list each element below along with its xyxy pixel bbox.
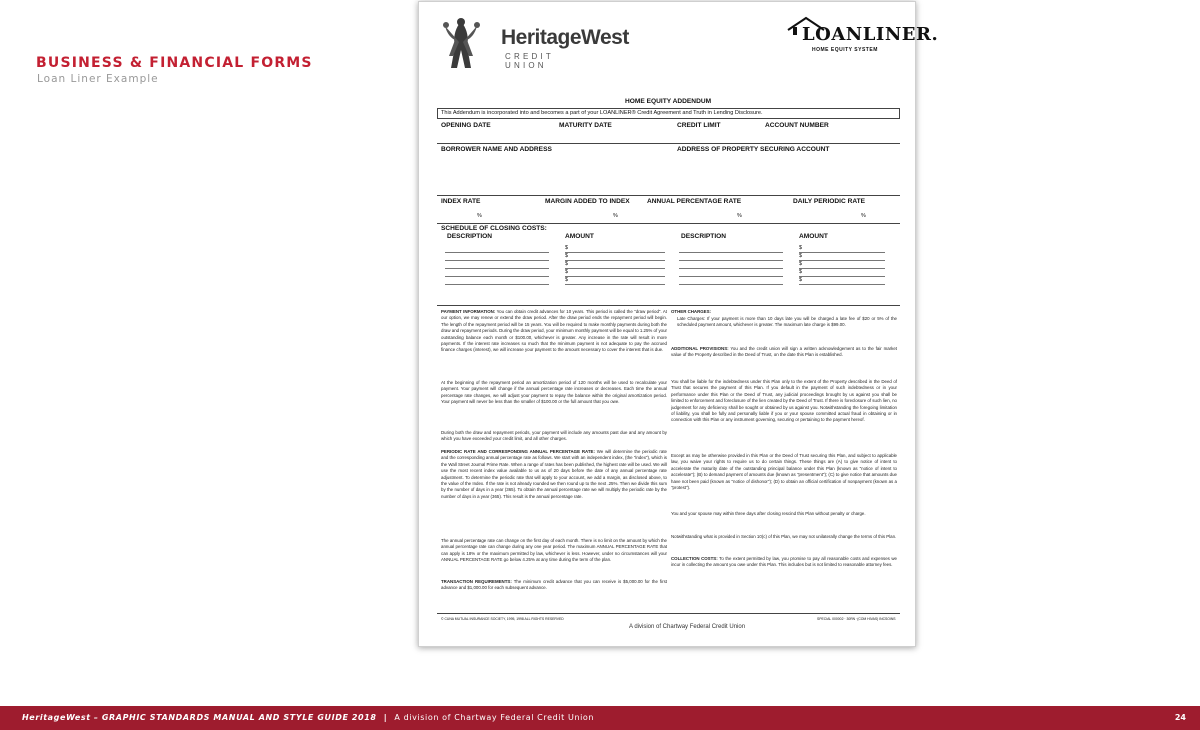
annual-rate-paragraph: The annual percentage rate can change on the first day of each month. There is no limit on the amount by which the annual percentage rate can change during any one year period. The maximum ANNUAL PERCENTAGE RATE that can apply is 18% or the maximum permitted by law, whichever is less. However, under no circumstances will your ANNUAL PERCENTAGE RATE go below 4.25% at any time during the term of the plan.	[441, 538, 667, 563]
dollar-sign: $	[799, 245, 802, 251]
other-charges-head: OTHER CHARGES:	[671, 309, 712, 314]
label-margin: MARGIN ADDED TO INDEX	[545, 198, 630, 205]
division-text: A division of Chartway Federal Credit Union	[629, 624, 746, 630]
divider	[437, 223, 900, 224]
col-amount-2: AMOUNT	[799, 233, 828, 240]
collection-costs-paragraph: COLLECTION COSTS: To the extent permitted by law, you promise to pay all reasonable costs and expenses we incur in collecting the amount you owe under this Plan. This includes but is not limited to reasonable attorney fees.	[671, 556, 897, 568]
label-borrower: BORROWER NAME AND ADDRESS	[441, 146, 552, 153]
liability-paragraph: You shall be liable for the indebtedness under this Plan only to the extent of the Property described in the Deed of Trust that secures the payment of this Plan. If you default in the payment of such indebtedness or in your performance under this Plan or the Deed of Trust, any judicial proceedings brought by us against you shall be limited to enforcement and foreclosure of the lien created by the Deed of Trust. If there is foreclosure of such lien, no judgement for any deficiency shall be sought or obtained by us against you. Notwithstanding the foregoing limitation of liability, you shall be fully and personally liable if you or your spouse committed actual fraud in obtaining or in connection with this Plan or any instrument governing, securing or pertaining to the payment hereof.	[671, 379, 897, 423]
col-amount-1: AMOUNT	[565, 233, 594, 240]
heritage-west-logo	[437, 16, 629, 72]
label-opening-date: OPENING DATE	[441, 122, 491, 129]
page-number: 24	[1174, 713, 1186, 722]
percent-sign: %	[737, 213, 742, 219]
rescind-paragraph: You and your spouse may within three days after closing rescind this Plan without penalty or charge.	[671, 511, 866, 516]
dollar-sign: $	[565, 261, 568, 267]
during-paragraph: During both the draw and repayment periods, your payment will include any amounts past due and any amount by which you have exceeded your credit limit, and all other charges.	[441, 430, 667, 442]
dollar-sign: $	[799, 261, 802, 267]
label-credit-limit: CREDIT LIMIT	[677, 122, 721, 129]
addendum-text: This Addendum is incorporated into and becomes a part of your LOANLINER® Credit Agreement and Truth in Lending Disclosure.	[441, 110, 763, 116]
loan-document	[418, 1, 939, 647]
additional-provisions-paragraph: ADDITIONAL PROVISIONS: You and the credit union will sign a written acknowledgement as to the fair market value of the Property described in the Deed of Trust, on the date this Plan is established.	[671, 346, 897, 358]
dollar-sign: $	[565, 245, 568, 251]
loanliner-logo	[784, 16, 939, 62]
late-charges-paragraph: Late Charges: If your payment is more than 10 days late you will be charged a late fee of $20 or 5% of the scheduled payment amount, whichever is greater. The maximum late charge is $99.00.	[677, 316, 897, 328]
label-apr: ANNUAL PERCENTAGE RATE	[647, 198, 742, 205]
col-description-1: DESCRIPTION	[447, 233, 493, 240]
transaction-paragraph: TRANSACTION REQUIREMENTS: The minimum credit advance that you can receive is $5,000.00 for the first advance and $1,000.00 for each subsequent advance.	[441, 579, 667, 591]
dollar-sign: $	[565, 277, 568, 283]
divider	[437, 143, 900, 144]
label-index-rate: INDEX RATE	[441, 198, 481, 205]
footer-text	[22, 713, 594, 722]
percent-sign: %	[477, 213, 482, 219]
label-daily-rate: DAILY PERIODIC RATE	[793, 198, 866, 205]
dollar-sign: $	[565, 269, 568, 275]
divider	[437, 305, 900, 306]
page-subtitle: Loan Liner Example	[37, 73, 159, 85]
heritage-name: HeritageWest	[501, 26, 629, 49]
footer-division: A division of Chartway Federal Credit Union	[394, 713, 595, 722]
loanliner-name: LOANLINER.	[802, 24, 939, 45]
label-account-number: ACCOUNT NUMBER	[765, 122, 829, 129]
heritage-sub: CREDIT UNION	[505, 52, 554, 70]
divider	[437, 195, 900, 196]
loanliner-sub: HOME EQUITY SYSTEM	[812, 47, 878, 53]
repayment-paragraph: At the beginning of the repayment period an amortization period of 120 months will be used to recalculate your payment. Your payment will change if the annual percentage rate increases or decreases. Each time the annual percentage rate changes, we will adjust your payment to repay the balance within the original amortization period. Your payment will never be less than the smaller of $100.00 or the full amount that you owe.	[441, 380, 667, 405]
dollar-sign: $	[565, 253, 568, 259]
payment-paragraph: PAYMENT INFORMATION: You can obtain credit advances for 10 years. This period is called the "draw period". At our option, we may renew or extend the draw period. After the draw period ends the repayment period will begin. The length of the repayment period will be 15 years. You will be required to make monthly payments during both the draw and repayment periods. During the draw period, your minimum monthly payment will be equal to 1.25% of your outstanding balance each month or $100.00, whichever is greater. Any increase in the rate will result in more payments. If the interest rate increases so much that the minimum payment is not adequate to pay the accrued finance charges (interest), we will increase your payment to the amount necessary to cover the interest that is due.	[441, 309, 667, 353]
divider	[437, 613, 900, 614]
closing-costs-title: SCHEDULE OF CLOSING COSTS:	[441, 225, 547, 232]
footer-separator: |	[383, 713, 388, 722]
dollar-sign: $	[799, 277, 802, 283]
label-maturity-date: MATURITY DATE	[559, 122, 612, 129]
page-footer	[0, 706, 1200, 730]
periodic-rate-paragraph: PERIODIC RATE AND CORRESPONDING ANNUAL PERCENTAGE RATE: We will determine the periodic rate and the corresponding annual percentage rate as follows. We start with an independent index, (the "index"), which is the Wall Street Journal Prime Rate. When a range of rates has been published, the highest rate will be used. We will use the most recent index value available to us as of 20 days before the date of any annual percentage rate adjustment. To determine the periodic rate that will apply to your account, we add a margin, as disclosed above, to the value of the Index. If the rate is not already rounded we then round up to the next .25%. Then we divide this sum by the number of days in a year (365). To obtain the annual percentage rate we will multiply the periodic rate by the number of days in a year (365). This result is the annual percentage rate.	[441, 449, 667, 499]
footer-brand: HeritageWest	[22, 713, 91, 722]
dollar-sign: $	[799, 253, 802, 259]
dollar-sign: $	[799, 269, 802, 275]
label-property: ADDRESS OF PROPERTY SECURING ACCOUNT	[677, 146, 830, 153]
waiver-paragraph: Except as may be otherwise provided in this Plan or the Deed of Trust securing this Plan, and subject to applicable law, you waive your rights to require us to do certain things. These things are (A) to give notice of intent to accelerate the maturity date of the outstanding principal balance under this Plan (known as "notice of intent to accelerate"); (B) to demand payment of amounts due (known as "presentment"); (C) to give notice that amounts due have not been paid (known as "notice of dishonor"); (D) to obtain an official certification of nonpayment (known as a "protest").	[671, 453, 897, 491]
heritage-figures-icon	[437, 16, 497, 72]
form-code-text: SPECIAL 000002 · 30RN ·(COM HIVAS) INCSOINS	[817, 617, 896, 621]
form-title: HOME EQUITY ADDENDUM	[625, 98, 712, 105]
footer-manual: – GRAPHIC STANDARDS MANUAL AND STYLE GUIDE 2018	[93, 713, 377, 722]
page-title: BUSINESS & FINANCIAL FORMS	[36, 55, 313, 71]
col-description-2: DESCRIPTION	[681, 233, 727, 240]
percent-sign: %	[861, 213, 866, 219]
notwithstanding-paragraph: Notwithstanding what is provided in Section 10(c) of this Plan, we may not unilaterally change the terms of this Plan.	[671, 534, 897, 539]
copyright-text: © CUNA MUTUAL INSURANCE SOCIETY, 1995, 1998 ALL RIGHTS RESERVED	[441, 617, 564, 621]
percent-sign: %	[613, 213, 618, 219]
